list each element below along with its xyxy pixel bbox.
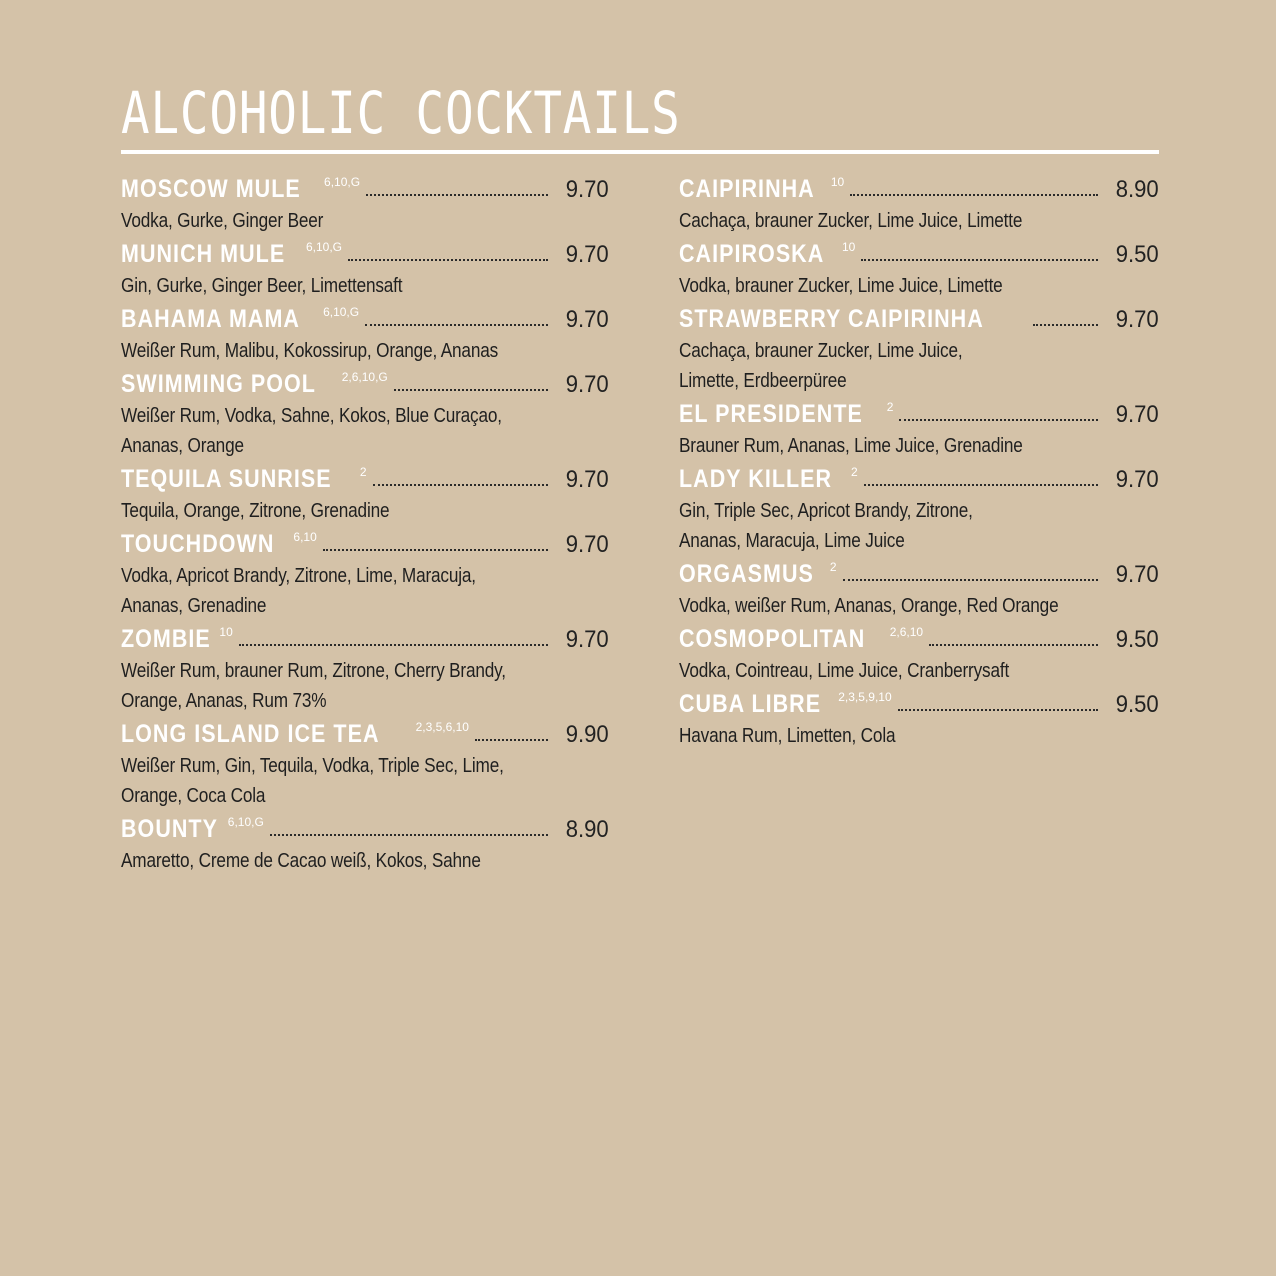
menu-item: [121, 812, 609, 876]
drink-price: 8.90: [566, 816, 609, 843]
allergen-codes: 10: [841, 240, 856, 254]
dot-leader: [239, 644, 549, 646]
menu-item-header: [679, 622, 1159, 656]
drink-price: 9.70: [1116, 306, 1159, 333]
drink-name: TEQUILA SUNRISE: [121, 465, 332, 493]
drink-name: BOUNTY: [121, 815, 218, 843]
menu-item-header: [121, 462, 609, 496]
drink-price: 8.90: [1116, 176, 1159, 203]
menu-item: [121, 367, 609, 461]
drink-price: 9.70: [566, 306, 609, 333]
dot-leader: [843, 579, 1099, 581]
drink-ingredients: Vodka, brauner Zucker, Lime Juice, Limette: [679, 275, 1003, 297]
drink-name: LONG ISLAND ICE TEA: [121, 720, 380, 748]
allergen-codes: 6,10,G: [227, 815, 264, 829]
drink-name: ORGASMUS: [679, 560, 814, 588]
menu-item: [121, 622, 609, 716]
drink-price: 9.70: [1116, 401, 1159, 428]
allergen-codes: 6,10,G: [305, 240, 342, 254]
drink-price: 9.50: [1116, 691, 1159, 718]
menu-item: [121, 172, 609, 236]
drink-ingredients: Vodka, Gurke, Ginger Beer: [121, 210, 324, 232]
allergen-codes: 6,10,G: [324, 175, 361, 189]
menu-item: [121, 237, 609, 301]
drink-ingredients: Tequila, Orange, Zitrone, Grenadine: [121, 500, 390, 522]
drink-ingredients: Weißer Rum, Vodka, Sahne, Kokos, Blue Curaçao, Ananas, Orange: [121, 405, 502, 457]
allergen-codes: 6,10,G: [323, 305, 360, 319]
menu-item: [679, 237, 1159, 301]
drink-price: 9.50: [1116, 241, 1159, 268]
drink-ingredients: Gin, Triple Sec, Apricot Brandy, Zitrone, Ananas, Maracuja, Lime Juice: [679, 500, 973, 552]
dot-leader: [1033, 324, 1098, 326]
page-title: ALCOHOLIC COCKTAILS: [121, 79, 681, 147]
drink-ingredients: Weißer Rum, Gin, Tequila, Vodka, Triple Sec, Lime, Orange, Coca Cola: [121, 755, 504, 807]
dot-leader: [373, 484, 549, 486]
drink-price: 9.50: [1116, 626, 1159, 653]
drink-price: 9.70: [1116, 561, 1159, 588]
menu-item: [679, 622, 1159, 686]
allergen-codes: 2,6,10,G: [341, 370, 388, 384]
menu-item: [679, 687, 1159, 751]
menu-item: [679, 462, 1159, 556]
title-divider: [121, 150, 1159, 154]
menu-item-header: [679, 557, 1159, 591]
menu-item-header: [679, 397, 1159, 431]
drink-ingredients: Weißer Rum, brauner Rum, Zitrone, Cherry Brandy, Orange, Ananas, Rum 73%: [121, 660, 506, 712]
drink-name: MOSCOW MULE: [121, 175, 301, 203]
menu-item-header: [679, 687, 1159, 721]
drink-name: CUBA LIBRE: [679, 690, 822, 718]
drink-ingredients: Havana Rum, Limetten, Cola: [679, 725, 896, 747]
menu-column-left: [121, 172, 609, 877]
drink-name: EL PRESIDENTE: [679, 400, 863, 428]
menu-item-header: [121, 237, 609, 271]
drink-name: CAIPIROSKA: [679, 240, 825, 268]
menu-item-header: [121, 367, 609, 401]
allergen-codes: 2,3,5,9,10: [838, 690, 892, 704]
menu-item-header: [679, 462, 1159, 496]
allergen-codes: 10: [830, 175, 845, 189]
dot-leader: [323, 549, 549, 551]
drink-price: 9.70: [566, 466, 609, 493]
dot-leader: [365, 324, 548, 326]
drink-ingredients: Cachaça, brauner Zucker, Lime Juice, Limette: [679, 210, 1023, 232]
menu-item: [121, 527, 609, 621]
menu-item: [121, 302, 609, 366]
menu-item-header: [121, 717, 609, 751]
drink-name: SWIMMING POOL: [121, 370, 316, 398]
drink-name: CAIPIRINHA: [679, 175, 815, 203]
menu-item: [679, 397, 1159, 461]
allergen-codes: 2: [829, 560, 837, 574]
drink-ingredients: Weißer Rum, Malibu, Kokossirup, Orange, Ananas: [121, 340, 499, 362]
drink-ingredients: Vodka, weißer Rum, Ananas, Orange, Red Orange: [679, 595, 1059, 617]
allergen-codes: 2,3,5,6,10: [415, 720, 469, 734]
drink-name: COSMOPOLITAN: [679, 625, 866, 653]
dot-leader: [899, 419, 1098, 421]
drink-ingredients: Amaretto, Creme de Cacao weiß, Kokos, Sahne: [121, 850, 481, 872]
menu-item: [121, 462, 609, 526]
menu-item-header: [121, 172, 609, 206]
drink-price: 9.70: [566, 241, 609, 268]
menu-item-header: [121, 622, 609, 656]
allergen-codes: 2: [359, 465, 367, 479]
menu-item: [679, 302, 1159, 396]
dot-leader: [898, 709, 1099, 711]
drink-price: 9.70: [1116, 466, 1159, 493]
drink-ingredients: Brauner Rum, Ananas, Lime Juice, Grenadine: [679, 435, 1023, 457]
allergen-codes: 2: [886, 400, 894, 414]
menu-item-header: [121, 302, 609, 336]
drink-ingredients: Cachaça, brauner Zucker, Lime Juice, Limette, Erdbeerpüree: [679, 340, 963, 392]
menu-item-header: [121, 812, 609, 846]
dot-leader: [861, 259, 1098, 261]
allergen-codes: 6,10: [293, 530, 317, 544]
menu-item-header: [679, 237, 1159, 271]
dot-leader: [850, 194, 1098, 196]
drink-name: MUNICH MULE: [121, 240, 286, 268]
menu-item-header: [679, 172, 1159, 206]
drink-name: ZOMBIE: [121, 625, 211, 653]
allergen-codes: 2: [851, 465, 858, 479]
drink-price: 9.70: [566, 626, 609, 653]
drink-ingredients: Gin, Gurke, Ginger Beer, Limettensaft: [121, 275, 403, 297]
menu-column-right: [679, 172, 1159, 752]
drink-ingredients: Vodka, Cointreau, Lime Juice, Cranberrysaft: [679, 660, 1010, 682]
drink-name: LADY KILLER: [679, 465, 833, 493]
drink-price: 9.70: [566, 176, 609, 203]
dot-leader: [270, 834, 548, 836]
menu-item: [679, 172, 1159, 236]
menu-item-header: [679, 302, 1159, 336]
dot-leader: [394, 389, 549, 391]
dot-leader: [366, 194, 548, 196]
dot-leader: [929, 644, 1098, 646]
menu-item: [679, 557, 1159, 621]
dot-leader: [348, 259, 548, 261]
drink-price: 9.70: [566, 371, 609, 398]
drink-ingredients: Vodka, Apricot Brandy, Zitrone, Lime, Maracuja, Ananas, Grenadine: [121, 565, 476, 617]
dot-leader: [475, 739, 548, 741]
drink-price: 9.70: [566, 531, 609, 558]
allergen-codes: 2,6,10: [889, 625, 924, 639]
drink-name: BAHAMA MAMA: [121, 305, 300, 333]
dot-leader: [864, 484, 1099, 486]
menu-item: [121, 717, 609, 811]
drink-name: TOUCHDOWN: [121, 530, 275, 558]
drink-price: 9.90: [566, 721, 609, 748]
drink-name: STRAWBERRY CAIPIRINHA: [679, 305, 984, 333]
menu-item-header: [121, 527, 609, 561]
allergen-codes: 10: [219, 625, 233, 639]
